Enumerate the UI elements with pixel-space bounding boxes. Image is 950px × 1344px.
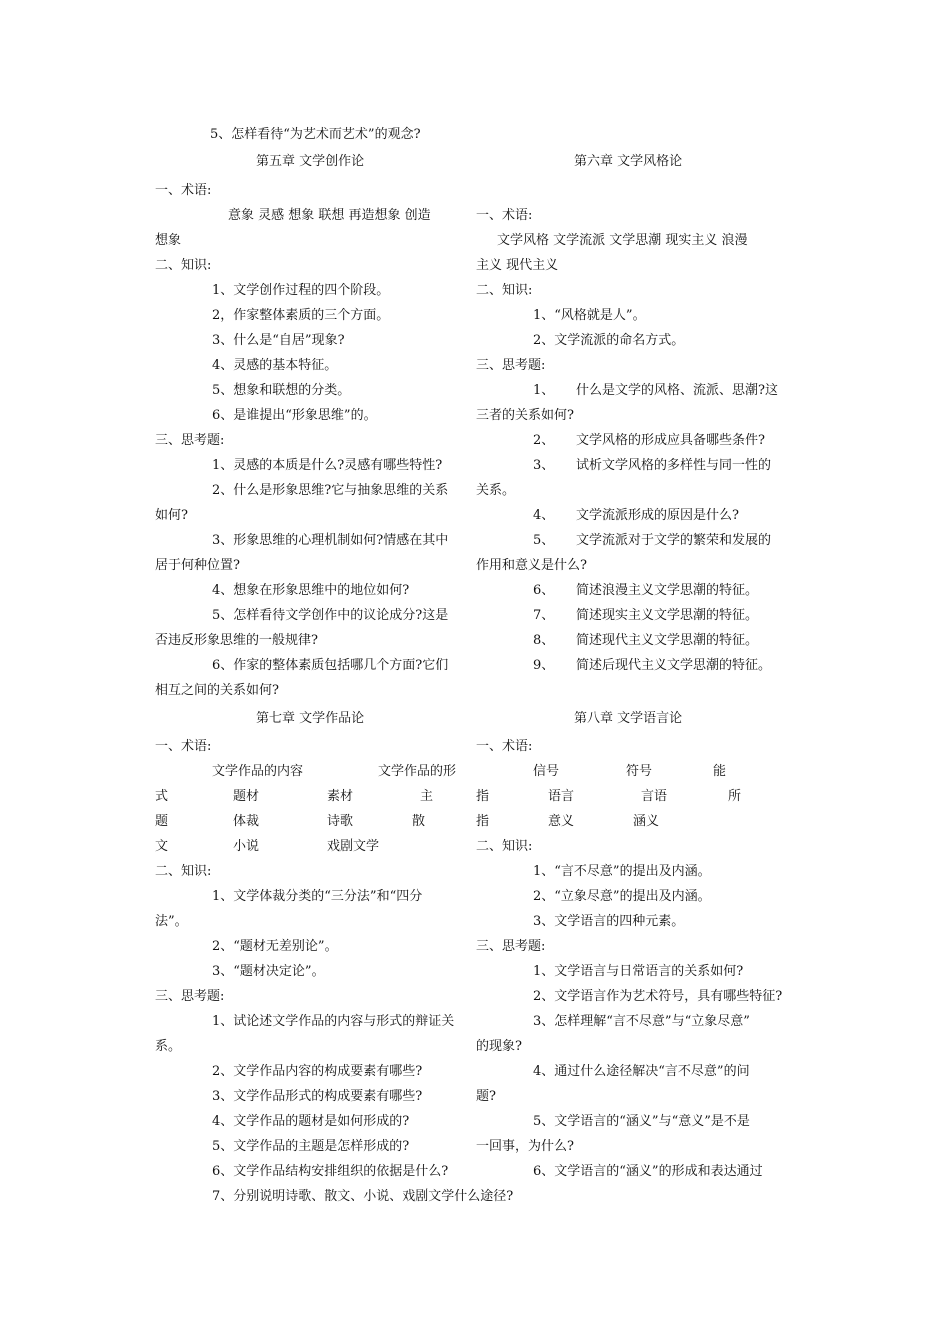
- ch8-question-cont: 的现象?: [476, 1039, 522, 1054]
- ch8-question: 4、通过什么途径解决“言不尽意”的问: [533, 1064, 750, 1079]
- ch7-question: 3、文学作品形式的构成要素有哪些?: [212, 1089, 423, 1104]
- ch5-question: 5、怎样看待文学创作中的议论成分?这是: [212, 608, 449, 623]
- ch8-question: 3、怎样理解“言不尽意”与“立象尽意”: [533, 1014, 750, 1029]
- ch5-question: 1、灵感的本质是什么?灵感有哪些特性?: [212, 458, 443, 473]
- ch8-question: 2、文学语言作为艺术符号，具有哪些特征?: [533, 989, 783, 1004]
- ch8-term: 指: [476, 814, 490, 829]
- ch6-question-number: 7、: [533, 608, 555, 623]
- ch8-term: 指: [476, 789, 490, 804]
- ch7-knowledge-item: 3、“题材决定论”。: [212, 964, 325, 979]
- ch8-question-cont: 题?: [476, 1089, 496, 1104]
- ch7-term: 题: [155, 814, 169, 829]
- ch7-term: 诗歌: [327, 814, 354, 829]
- ch7-term: 题材: [233, 789, 260, 804]
- ch8-question: 1、文学语言与日常语言的关系如何?: [533, 964, 744, 979]
- ch7-question: 6、文学作品结构安排组织的依据是什么?: [212, 1164, 449, 1179]
- ch5-knowledge-item: 6、是谁提出“形象思维”的。: [212, 408, 377, 423]
- ch6-question-cont: 三者的关系如何?: [476, 408, 574, 423]
- ch7-question: 7、分别说明诗歌、散文、小说、戏剧文学什么途径?: [212, 1189, 514, 1204]
- ch7-question: 5、文学作品的主题是怎样形成的?: [212, 1139, 410, 1154]
- ch6-knowledge-item: 2、文学流派的命名方式。: [533, 333, 685, 348]
- ch6-question-number: 1、: [533, 383, 555, 398]
- ch7-term: 文: [155, 839, 169, 854]
- chapter-5-title: 第五章 文学创作论: [256, 154, 365, 169]
- ch6-question-cont: 关系。: [476, 483, 516, 498]
- ch7-term: 小说: [233, 839, 260, 854]
- ch5-question: 4、想象在形象思维中的地位如何?: [212, 583, 410, 598]
- ch8-term: 涵义: [633, 814, 660, 829]
- ch5-question-cont: 如何?: [155, 508, 188, 523]
- ch7-term: 文学作品的内容: [212, 764, 304, 779]
- ch8-knowledge-item: 3、文学语言的四种元素。: [533, 914, 685, 929]
- ch8-knowledge-item: 1、“言不尽意”的提出及内涵。: [533, 864, 711, 879]
- ch7-term: 素材: [327, 789, 354, 804]
- ch6-terms-line: 主义 现代主义: [476, 258, 559, 273]
- ch7-question: 4、文学作品的题材是如何形成的?: [212, 1114, 410, 1129]
- ch8-question: 6、文学语言的“涵义”的形成和表达通过: [533, 1164, 763, 1179]
- ch6-question-number: 9、: [533, 658, 555, 673]
- ch8-question: 5、文学语言的“涵义”与“意义”是不是: [533, 1114, 750, 1129]
- ch7-term: 戏剧文学: [327, 839, 380, 854]
- ch8-knowledge-item: 2、“立象尽意”的提出及内涵。: [533, 889, 711, 904]
- ch6-question-number: 6、: [533, 583, 555, 598]
- ch6-question: 简述现代主义文学思潮的特征。: [576, 633, 759, 648]
- ch5-terms-line: 意象 灵感 想象 联想 再造想象 创造: [228, 208, 431, 223]
- ch8-term: 所: [728, 789, 742, 804]
- ch8-terms-heading: 一、术语:: [476, 739, 533, 754]
- ch8-term: 能: [713, 764, 727, 779]
- ch5-questions-heading: 三、思考题:: [155, 433, 225, 448]
- ch5-question: 2、什么是形象思维?它与抽象思维的关系: [212, 483, 449, 498]
- ch8-term: 言语: [641, 789, 668, 804]
- ch5-knowledge-item: 2，作家整体素质的三个方面。: [212, 308, 390, 323]
- ch7-knowledge-heading: 二、知识:: [155, 864, 212, 879]
- ch5-knowledge-item: 5、想象和联想的分类。: [212, 383, 351, 398]
- ch6-question: 简述现实主义文学思潮的特征。: [576, 608, 759, 623]
- ch5-question-cont: 居于何种位置?: [155, 558, 240, 573]
- ch5-terms-line: 想象: [155, 233, 182, 248]
- ch5-knowledge-item: 1、文学创作过程的四个阶段。: [212, 283, 390, 298]
- ch7-term: 散: [412, 814, 426, 829]
- ch7-question: 1、试论述文学作品的内容与形式的辩证关: [212, 1014, 455, 1029]
- ch6-question-number: 8、: [533, 633, 555, 648]
- ch8-term: 符号: [626, 764, 653, 779]
- ch8-term: 语言: [548, 789, 575, 804]
- ch7-question-cont: 系。: [155, 1039, 182, 1054]
- ch7-terms-heading: 一、术语:: [155, 739, 212, 754]
- ch8-term: 信号: [533, 764, 560, 779]
- ch8-question-cont: 一回事，为什么?: [476, 1139, 574, 1154]
- ch6-question-number: 3、: [533, 458, 555, 473]
- ch6-question-number: 2、: [533, 433, 555, 448]
- ch5-knowledge-heading: 二、知识:: [155, 258, 212, 273]
- ch6-question-cont: 作用和意义是什么?: [476, 558, 587, 573]
- ch6-question: 什么是文学的风格、流派、思潮?这: [576, 383, 778, 398]
- ch7-question: 2、文学作品内容的构成要素有哪些?: [212, 1064, 423, 1079]
- ch7-knowledge-item: 1、文学体裁分类的“三分法”和“四分: [212, 889, 423, 904]
- ch6-question: 文学风格的形成应具备哪些条件?: [576, 433, 765, 448]
- ch8-knowledge-heading: 二、知识:: [476, 839, 533, 854]
- ch8-questions-heading: 三、思考题:: [476, 939, 546, 954]
- ch5-knowledge-item: 4、灵感的基本特征。: [212, 358, 338, 373]
- ch7-term: 主: [420, 789, 434, 804]
- intro-question: 5、怎样看待“为艺术而艺术”的观念?: [210, 127, 421, 142]
- ch5-question: 3、形象思维的心理机制如何?情感在其中: [212, 533, 449, 548]
- ch6-question: 简述浪漫主义文学思潮的特征。: [576, 583, 759, 598]
- ch7-knowledge-item: 2、“题材无差别论”。: [212, 939, 338, 954]
- ch8-term: 意义: [548, 814, 575, 829]
- ch7-knowledge-cont: 法”。: [155, 914, 188, 929]
- ch7-term: 式: [155, 789, 169, 804]
- ch5-question-cont: 否违反形象思维的一般规律?: [155, 633, 318, 648]
- ch6-question-number: 5、: [533, 533, 555, 548]
- ch6-question: 试析文学风格的多样性与同一性的: [576, 458, 772, 473]
- chapter-7-title: 第七章 文学作品论: [256, 711, 365, 726]
- ch5-knowledge-item: 3、什么是“自居”现象?: [212, 333, 345, 348]
- chapter-8-title: 第八章 文学语言论: [574, 711, 683, 726]
- ch6-questions-heading: 三、思考题:: [476, 358, 546, 373]
- ch7-term: 体裁: [233, 814, 260, 829]
- ch5-question: 6、作家的整体素质包括哪几个方面?它们: [212, 658, 449, 673]
- chapter-6-title: 第六章 文学风格论: [574, 154, 683, 169]
- ch6-terms-line: 文学风格 文学流派 文学思潮 现实主义 浪漫: [497, 233, 748, 248]
- ch5-question-cont: 相互之间的关系如何?: [155, 683, 279, 698]
- ch6-terms-heading: 一、术语:: [476, 208, 533, 223]
- ch7-questions-heading: 三、思考题:: [155, 989, 225, 1004]
- ch6-knowledge-item: 1、“风格就是人”。: [533, 308, 646, 323]
- ch7-term: 文学作品的形: [378, 764, 457, 779]
- ch6-question: 文学流派形成的原因是什么?: [576, 508, 739, 523]
- ch5-terms-heading: 一、术语:: [155, 183, 212, 198]
- ch6-question: 文学流派对于文学的繁荣和发展的: [576, 533, 772, 548]
- ch6-knowledge-heading: 二、知识:: [476, 283, 533, 298]
- ch6-question: 简述后现代主义文学思潮的特征。: [576, 658, 772, 673]
- ch6-question-number: 4、: [533, 508, 555, 523]
